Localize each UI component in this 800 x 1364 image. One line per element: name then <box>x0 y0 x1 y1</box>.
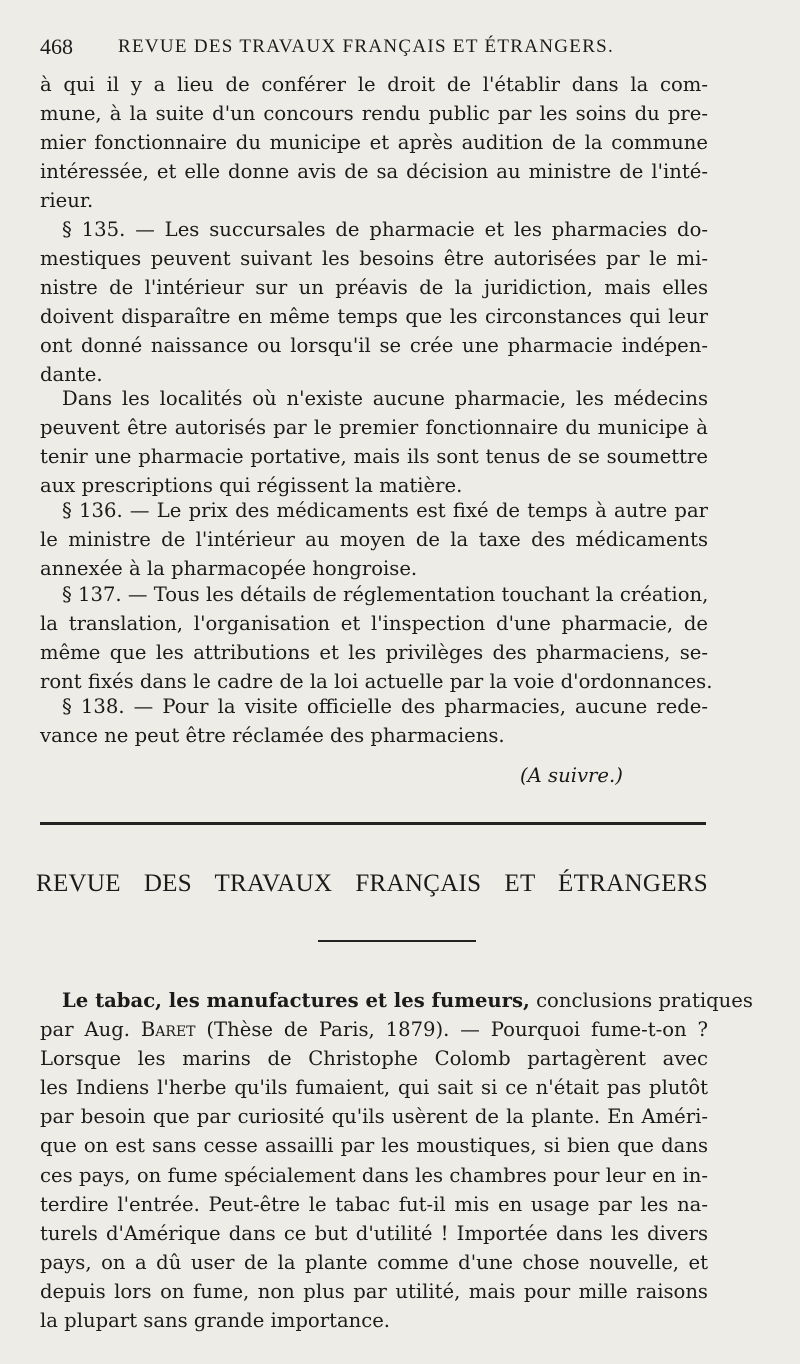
article-subtitle: conclusions pratiques <box>529 989 753 1012</box>
page-header <box>40 34 740 64</box>
text-line: les Indiens l'herbe qu'ils fumaient, qui sait si ce n'était pas plutôt <box>40 1076 708 1100</box>
text-line: le ministre de l'intérieur au moyen de la taxe des médicaments <box>40 528 708 552</box>
paragraph-continuation <box>40 70 708 215</box>
section-divider <box>40 822 706 825</box>
section-title: REVUE DES TRAVAUX FRANÇAIS ET ÉTRANGERS <box>36 870 708 897</box>
text-line: mestiques peuvent suivant les besoins être autorisées par le mi- <box>40 247 708 271</box>
text-line: § 137. — Tous les détails de réglementation touchant la création, <box>62 583 709 606</box>
article-first-line <box>40 986 753 1015</box>
text-line: ont donné naissance ou lorsqu'il se crée une pharmacie indépen- <box>40 334 708 358</box>
running-title: REVUE DES TRAVAUX FRANÇAIS ET ÉTRANGERS. <box>118 36 615 57</box>
title-underline <box>318 940 476 942</box>
text-line: § 138. — Pour la visite officielle des pharmacies, aucune rede- <box>62 695 708 718</box>
text-line: § 136. — Le prix des médicaments est fixé de temps à autre par <box>62 499 708 522</box>
text-line: ront fixés dans le cadre de la loi actuelle par la voie d'ordonnances. <box>40 670 713 694</box>
text-line: même que les attributions et les privilèges des pharmaciens, se- <box>40 641 708 665</box>
article-citation-line <box>40 1015 708 1044</box>
text-line: la translation, l'organisation et l'inspection d'une pharmacie, de <box>40 612 708 636</box>
text-line: depuis lors on fume, non plus par utilité, mais pour mille raisons <box>40 1279 708 1303</box>
text-line: mune, à la suite d'un concours rendu public par les soins du pre- <box>40 102 708 126</box>
text-line: annexée à la pharmacopée hongroise. <box>40 557 418 581</box>
article-body <box>40 986 753 1335</box>
paragraph-localities <box>40 384 708 500</box>
author-name: Baret <box>140 1018 196 1042</box>
text-line: que on est sans cesse assailli par les moustiques, si bien que dans <box>40 1134 708 1158</box>
paragraph-section-135 <box>40 215 708 390</box>
paragraph-section-136 <box>40 496 708 583</box>
text-line: nistre de l'intérieur sur un préavis de la juridiction, mais elles <box>40 276 708 300</box>
page-number: 468 <box>40 34 73 59</box>
paragraph-section-137 <box>40 580 713 696</box>
citation-rest: (Thèse de Paris, 1879). — Pourquoi fume-t-on ? <box>195 1018 708 1042</box>
text-line: intéressée, et elle donne avis de sa décision au ministre de l'inté- <box>40 160 708 184</box>
text-line: terdire l'entrée. Peut-être le tabac fut-il mis en usage par les na- <box>40 1192 708 1216</box>
citation-prefix: par Aug. <box>40 1018 141 1042</box>
text-line: par besoin que par curiosité qu'ils usèrent de la plante. En Améri- <box>40 1105 708 1129</box>
text-line: mier fonctionnaire du municipe et après audition de la commune <box>40 131 708 155</box>
text-line: rieur. <box>40 189 94 213</box>
text-line: vance ne peut être réclamée des pharmaciens. <box>40 724 505 748</box>
paragraph-section-138 <box>40 692 708 750</box>
text-line: turels d'Amérique dans ce but d'utilité ! Importée dans les divers <box>40 1221 708 1245</box>
text-line: la plupart sans grande importance. <box>40 1309 391 1333</box>
text-line: Lorsque les marins de Christophe Colomb partagèrent avec <box>40 1047 708 1071</box>
to-be-continued: (A suivre.) <box>520 764 623 787</box>
text-line: doivent disparaître en même temps que les circonstances qui leur <box>40 305 708 329</box>
text-line: tenir une pharmacie portative, mais ils sont tenus de se soumettre <box>40 445 708 469</box>
text-line: Dans les localités où n'existe aucune pharmacie, les médecins <box>62 387 708 410</box>
text-line: aux prescriptions qui régissent la matière. <box>40 474 463 498</box>
text-line: § 135. — Les succursales de pharmacie et les pharmacies do- <box>62 218 708 241</box>
text-line: pays, on a dû user de la plante comme d'une chose nouvelle, et <box>40 1250 708 1274</box>
text-line: ces pays, on fume spécialement dans les chambres pour leur en in- <box>40 1163 708 1187</box>
text-line: à qui il y a lieu de conférer le droit de l'établir dans la com- <box>40 73 708 96</box>
article-title: Le tabac, les manufactures et les fumeurs, <box>62 989 530 1012</box>
text-line: peuvent être autorisés par le premier fonctionnaire du municipe à <box>40 416 708 440</box>
text-line: dante. <box>40 363 103 387</box>
